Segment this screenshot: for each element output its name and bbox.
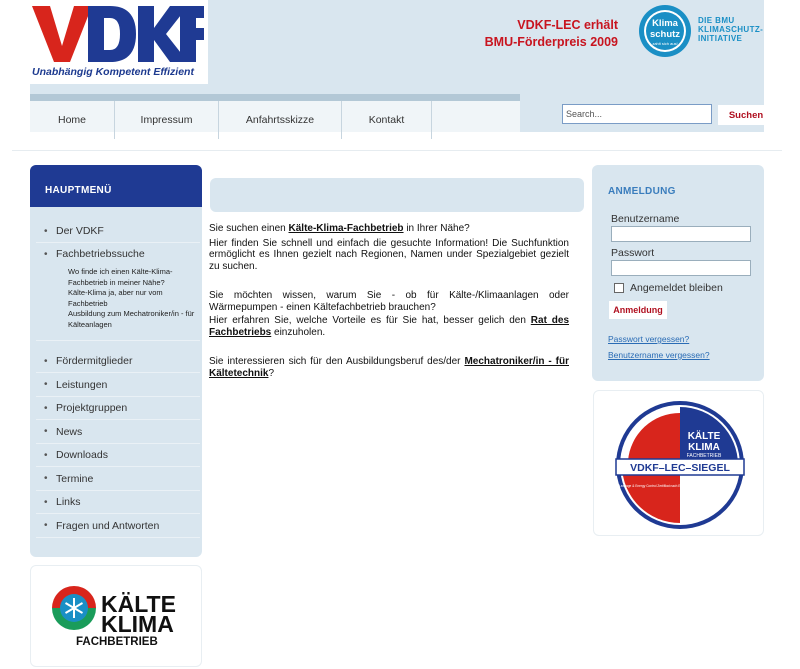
menu-item-termine[interactable] (36, 467, 200, 491)
content-paragraph-3: Sie möchten wissen, warum Sie - ob für Kälte-/Klimaanlagen oder Wärmepumpen - einen Kältefachbetrieb brauchen? (209, 290, 569, 313)
username-field[interactable] (611, 226, 751, 242)
submenu-fachbetriebssuche (68, 267, 198, 330)
login-button[interactable]: Anmeldung (609, 301, 667, 319)
menu-item-label: News (56, 426, 83, 438)
vdkf-lec-siegel[interactable] (593, 390, 764, 536)
forgot-username-link[interactable]: Benutzername vergessen? (608, 350, 710, 360)
award-banner[interactable] (485, 17, 618, 51)
nav-kontakt[interactable]: Kontakt (368, 114, 405, 126)
seal-text-kaelte: KÄLTE (687, 431, 721, 442)
initiative-line-3: INITIATIVE (698, 34, 743, 43)
bullet-icon: • (44, 249, 48, 260)
logo-tagline: Unabhängig Kompetent Effizient (32, 66, 194, 78)
kk-text-kaelte: KÄLTE (101, 591, 176, 617)
content-paragraph-2: Hier finden Sie schnell und einfach die gesuchte Information! Die Suchfunktion ermöglicht es Ihnen gezielt nach Regionen, Namen under Spezialgebiet gezielt zu suchen. (209, 237, 569, 272)
bullet-icon: • (44, 426, 48, 437)
search-button[interactable]: Suchen (718, 105, 774, 125)
menu-item-downloads[interactable] (36, 444, 200, 467)
menu-item-label: Der VDKF (56, 225, 104, 237)
content-paragraph-5 (209, 356, 569, 379)
menu-item-label: Leistungen (56, 379, 108, 391)
bullet-icon: • (44, 450, 48, 461)
content-paragraph-4 (209, 315, 569, 338)
seal-text-fachbetrieb: FACHBETRIEB (686, 453, 722, 459)
menu-item-label: Termine (56, 473, 94, 485)
badge-text-2: schutz (649, 29, 681, 40)
forgot-password-link[interactable]: Passwort vergessen? (608, 334, 690, 344)
menu-item-label: Links (56, 496, 81, 508)
remember-me-label: Angemeldet bleiben (630, 282, 723, 294)
login-title: ANMELDUNG (608, 186, 676, 197)
vdkf-logo-mark (32, 4, 204, 64)
password-label: Passwort (611, 247, 655, 259)
content-header-bar (210, 178, 584, 212)
seal-text-klima: KLIMA (688, 442, 720, 453)
header-divider (12, 150, 782, 151)
menu-item-der-vdkf[interactable] (36, 220, 200, 243)
menu-item-links[interactable] (36, 491, 200, 514)
kaelte-klima-logo-graphic (31, 566, 203, 668)
menu-item-fragen-und-antworten[interactable] (36, 514, 200, 538)
initiative-line-2: KLIMASCHUTZ- (698, 25, 764, 34)
klimaschutz-badge[interactable] (638, 4, 692, 58)
submenu-item-ausbildung[interactable]: Ausbildung zum Mechatroniker/in - für Kälteanlagen (68, 309, 195, 329)
link-rat-des-fachbetriebs[interactable]: Rat des Fachbetriebs (209, 315, 570, 338)
header (30, 0, 764, 132)
content-text: einzuholen. (271, 326, 326, 338)
remember-me-checkbox[interactable] (614, 283, 624, 293)
bullet-icon: • (44, 379, 48, 390)
nav-home[interactable]: Home (57, 114, 86, 126)
menu-item-label: Projektgruppen (56, 402, 128, 414)
kk-text-klima: KLIMA (101, 611, 174, 637)
seal-band-text: VDKF–LEC–SIEGEL (630, 462, 730, 474)
submenu-item-nur-vom-fachbetrieb[interactable]: Kälte-Klima ja, aber nur vom Fachbetrieb (68, 288, 163, 308)
main-navigation (30, 94, 520, 132)
seal-small-text: Leakage & Energy Control Zertifikat nach Energieeffizienz (619, 484, 701, 488)
nav-impressum[interactable]: Impressum (140, 114, 193, 126)
menu-item-label: Fachbetriebssuche (56, 248, 145, 260)
bullet-icon: • (44, 403, 48, 414)
badge-text-1: Klima (652, 18, 678, 29)
submenu-item-finde-fachbetrieb[interactable]: Wo finde ich einen Kälte-Klima-Fachbetrieb in meiner Nähe? (68, 267, 173, 287)
kk-text-fachbetrieb: FACHBETRIEB (76, 636, 158, 648)
award-line-2: BMU-Förderpreis 2009 (484, 35, 618, 49)
search-input[interactable] (562, 104, 712, 124)
content-text: ? (268, 367, 275, 379)
main-menu (30, 165, 202, 557)
link-mechatroniker[interactable]: Mechatroniker/in - für Kältetechnik (209, 356, 569, 379)
menu-item-label: Fördermitglieder (56, 355, 133, 367)
content-paragraph-1 (209, 223, 569, 235)
password-field[interactable] (611, 260, 751, 276)
content-text: in Ihrer Nähe? (403, 223, 470, 234)
login-panel (592, 165, 764, 381)
menu-item-projektgruppen[interactable] (36, 397, 200, 420)
main-content (209, 223, 569, 379)
award-line-1: VDKF-LEC erhält (517, 18, 618, 32)
bullet-icon: • (44, 497, 48, 508)
vdkf-lec-seal-graphic (594, 391, 765, 537)
bullet-icon: • (44, 473, 48, 484)
kaelte-klima-fachbetrieb-logo[interactable] (30, 565, 202, 667)
initiative-line-1: DIE BMU (698, 16, 735, 25)
nav-anfahrtsskizze[interactable]: Anfahrtsskizze (245, 114, 315, 126)
menu-item-news[interactable] (36, 420, 200, 444)
username-label: Benutzername (611, 213, 680, 225)
bullet-icon: • (44, 520, 48, 531)
menu-item-label: Downloads (56, 449, 108, 461)
klimaschutz-initiative-text (698, 16, 763, 43)
content-text: Sie suchen einen (209, 223, 289, 234)
bullet-icon: • (44, 226, 48, 237)
content-text: Sie interessieren sich für den Ausbildungsberuf des/der (209, 356, 465, 367)
link-kaelte-klima-fachbetrieb[interactable]: Kälte-Klima-Fachbetrieb (288, 223, 404, 234)
nav-divider (431, 101, 432, 139)
bullet-icon: • (44, 356, 48, 367)
badge-text-3: zahlt sich aus! (652, 41, 678, 46)
menu-item-foerdermitglieder[interactable] (36, 350, 200, 373)
content-text: Hier erfahren Sie, welche Vorteile es für Sie hat, besser gelich den (209, 315, 531, 326)
menu-item-label: Fragen und Antworten (56, 520, 160, 532)
vdkf-logo[interactable] (30, 0, 208, 84)
main-menu-title: HAUPTMENÜ (30, 165, 202, 207)
menu-item-leistungen[interactable] (36, 373, 200, 397)
